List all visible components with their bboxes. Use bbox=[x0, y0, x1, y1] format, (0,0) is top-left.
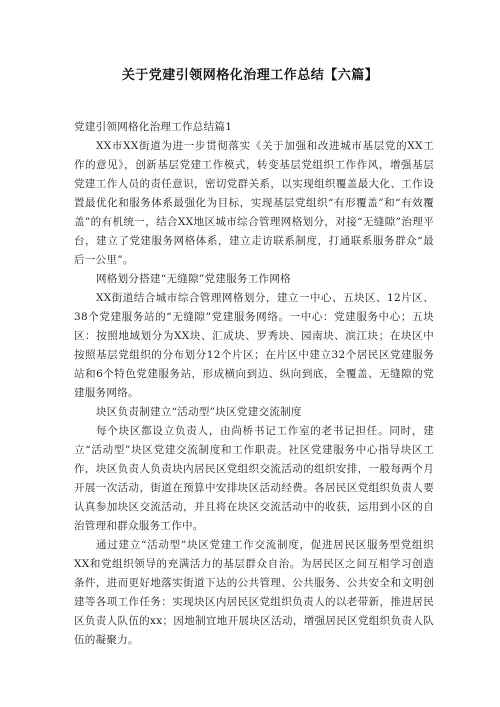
paragraph-exchange-system: 通过建立“活动型”块区党建工作交流制度，促进居民区服务型党组织XX和党组织领导的充满活力的基层群众自治。为居民区之间互相学习创造条件，进而更好地落实街道下达的公共管理、公共服务、公共安全和文明创建等各项工作任务：实现块区内居民区党组织负责人的以老带新，推进居民区负责人队伍的xx；因地制宜地开展块区活动，增强居民区党组织负责人队伍的凝聚力。 bbox=[74, 539, 434, 646]
paragraph-block-leaders: 每个块区都设立负责人，由尚桥书记工作室的老书记担任。同时，建立“活动型”块区党建交流制度和工作职责。社区党建服务中心指导块区工作，块区负责人负责块内居民区党组织交流活动的组织安排，一般每两个月开展一次活动，街道在预算中安排块区活动经费。各居民区党组织负责人要认真参加块区交流活动，并且将在块区交流活动中的收获，运用到小区的自治管理和群众服务工作中。 bbox=[74, 425, 434, 532]
paragraph-grid-network: XX街道结合城市综合管理网格划分，建立一中心、五块区、12片区、38个党建服务站的“无缝隙”党建服务网络。一中心：党建服务中心；五块区：按照地域划分为XX块、汇成块、罗秀块、园南块、滨江块；在块区中按照基层党组织的分布划分12个片区；在片区中建立32个居民区党建服务站和6个特色党建服务站，形成横向到边、纵向到底，全覆盖、无缝隙的党建服务网络。 bbox=[74, 292, 434, 399]
paragraph-intro: XX市XX街道为进一步贯彻落实《关于加强和改进城市基层党的XX工作的意见》，创新基层党建工作模式，转变基层党组织工作作风，增强基层党建工作人员的责任意识，密切党群关系，以实现组织覆盖最大化、工作设置最优化和服务体系最强化为目标，实现基层党组织“有形覆盖”和“有效覆盖”的有机统一，结合XX地区城市综合管理网格划分，对接“无缝隙”治理平台，建立了党建服务网格体系，建立走访联系制度，打通联系服务群众“最后一公里”。 bbox=[74, 140, 434, 266]
sub-heading-grid-division: 网格划分搭建“无缝隙”党建服务工作网格 bbox=[96, 273, 291, 285]
section-title: 党建引领网格化治理工作总结篇1 bbox=[74, 121, 233, 133]
document-body bbox=[74, 118, 434, 650]
sub-heading-block-responsibility: 块区负责制建立“活动型”块区党建交流制度 bbox=[96, 406, 302, 418]
document-title: 关于党建引领网格化治理工作总结【六篇】 bbox=[121, 68, 379, 83]
